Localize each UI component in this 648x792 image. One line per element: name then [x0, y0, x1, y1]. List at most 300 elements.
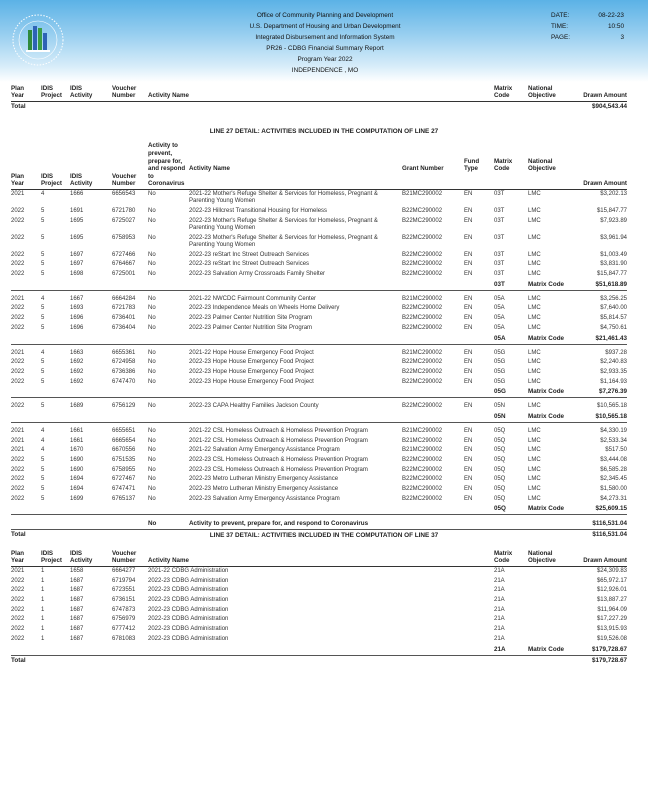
- idis-activity-cell: 1697: [70, 251, 84, 258]
- national-objective-cell: LMC: [528, 234, 541, 241]
- voucher-number-cell: 6655361: [112, 349, 136, 356]
- coronavirus-cell: No: [148, 447, 156, 454]
- grant-number-cell: B22MC290002: [402, 305, 443, 312]
- line37-table-body: [11, 567, 627, 666]
- grant-number-cell: B22MC290002: [402, 234, 443, 241]
- time-label: TIME:: [551, 23, 569, 30]
- drawn-amount-cell: $3,444.08: [600, 457, 627, 463]
- col-fund-type: Fund Type: [464, 157, 480, 173]
- matrix-code-cell: 05Q: [494, 476, 506, 483]
- grant-number-cell: B22MC290002: [402, 208, 443, 214]
- plan-year-cell: 2022: [11, 305, 25, 312]
- table-row: [11, 586, 627, 596]
- plan-year-cell: 2021: [11, 427, 25, 434]
- voucher-number-cell: 6736401: [112, 315, 136, 322]
- idis-activity-cell: 1696: [70, 324, 84, 331]
- col-national-objective: National Objective: [528, 549, 556, 565]
- national-objective-cell: LMC: [528, 359, 541, 366]
- subtotal-amount: $51,618.89: [595, 280, 627, 288]
- idis-project-cell: 4: [41, 295, 45, 302]
- drawn-amount-cell: $24,309.83: [596, 568, 627, 574]
- coronavirus-cell: No: [148, 368, 156, 375]
- voucher-number-cell: 6665654: [112, 437, 136, 444]
- national-objective-cell: LMC: [528, 295, 541, 302]
- grant-number-cell: B22MC290002: [402, 476, 443, 483]
- plan-year-cell: 2022: [11, 359, 25, 366]
- activity-name-cell: 2021-22 CSL Homeless Outreach & Homeless Prevention Program: [189, 427, 368, 434]
- activity-name-cell: 2022-23 reStart Inc Street Outreach Services: [189, 261, 310, 268]
- subtotal-code: 21A: [494, 645, 506, 653]
- coronavirus-cell: No: [148, 476, 156, 483]
- table-row: [11, 378, 627, 388]
- grant-number-cell: B22MC290002: [402, 315, 443, 322]
- header-line-2: U.S. Department of Housing and Urban Development: [249, 23, 401, 30]
- subtotal-amount: $25,609.15: [595, 505, 627, 513]
- coronavirus-cell: No: [148, 437, 156, 444]
- idis-project-cell: 5: [41, 403, 45, 410]
- grant-number-cell: B22MC290002: [402, 368, 443, 375]
- header-line-3: Integrated Disbursement and Information System: [255, 34, 395, 41]
- activity-name-cell: 2022-23 CDBG Administration: [148, 635, 229, 642]
- idis-project-cell: 5: [41, 476, 45, 483]
- drawn-amount-cell: $2,240.83: [600, 359, 627, 366]
- drawn-amount-cell: $3,961.94: [600, 234, 627, 241]
- activity-name-cell: 2022-23 CAPA Healthy Families Jackson County: [189, 403, 319, 410]
- col-idis-activity: IDIS Activity: [70, 549, 93, 565]
- matrix-code-cell: 05Q: [494, 486, 506, 493]
- idis-project-cell: 5: [41, 359, 45, 366]
- fund-type-cell: EN: [464, 427, 473, 434]
- activity-name-cell: 2022-23 Metro Lutheran Ministry Emergency Assistance: [189, 486, 339, 493]
- idis-project-cell: 1: [41, 577, 45, 584]
- subtotal-code: 05G: [494, 388, 506, 396]
- coronavirus-cell: No: [148, 305, 156, 312]
- section1-total-row: [11, 102, 627, 112]
- coronavirus-cell: No: [148, 271, 156, 278]
- voucher-number-cell: 6777412: [112, 626, 136, 633]
- fund-type-cell: EN: [464, 495, 473, 502]
- voucher-number-cell: 6758953: [112, 234, 136, 241]
- matrix-code-cell: 21A: [494, 606, 505, 613]
- col-idis-project: IDIS Project: [41, 84, 62, 100]
- col-activity-name: Activity Name: [189, 165, 230, 173]
- fund-type-cell: EN: [464, 315, 473, 322]
- table-row: [11, 314, 627, 324]
- plan-year-cell: 2022: [11, 403, 25, 410]
- voucher-number-cell: 6727467: [112, 476, 136, 483]
- idis-activity-cell: 1687: [70, 606, 84, 613]
- line27-title: LINE 27 DETAIL: ACTIVITIES INCLUDED IN THE COMPUTATION OF LINE 27: [209, 128, 439, 135]
- idis-activity-cell: 1690: [70, 466, 84, 473]
- matrix-code-cell: 05G: [494, 368, 506, 375]
- table-row: [11, 495, 627, 505]
- total-row: [11, 656, 627, 666]
- report-header: [0, 0, 648, 82]
- drawn-amount-cell: $3,831.90: [600, 261, 627, 268]
- grant-number-cell: B22MC290002: [402, 251, 443, 258]
- drawn-amount-cell: $2,533.34: [600, 437, 627, 444]
- coronavirus-cell: No: [148, 315, 156, 322]
- col-idis-activity: IDIS Activity: [70, 84, 93, 100]
- plan-year-cell: 2022: [11, 616, 25, 623]
- date-label: DATE:: [551, 12, 570, 19]
- idis-activity-cell: 1687: [70, 635, 84, 642]
- idis-project-cell: 5: [41, 368, 45, 375]
- table-row: [11, 349, 627, 359]
- matrix-code-cell: 03T: [494, 251, 505, 258]
- national-objective-cell: LMC: [528, 315, 541, 322]
- drawn-amount-cell: $17,227.29: [596, 616, 627, 623]
- page-label: PAGE:: [551, 34, 571, 41]
- col-plan-year: Plan Year: [11, 549, 25, 565]
- voucher-number-cell: 6664284: [112, 295, 136, 302]
- table-row: [11, 234, 627, 251]
- idis-project-cell: 5: [41, 234, 45, 241]
- idis-activity-cell: 1692: [70, 368, 84, 375]
- col-voucher-number: Voucher Number: [112, 549, 137, 565]
- section2-header: [11, 143, 627, 189]
- fund-type-cell: EN: [464, 466, 473, 473]
- table-row: [11, 485, 627, 495]
- idis-activity-cell: 1691: [70, 208, 84, 214]
- idis-project-cell: 1: [41, 635, 45, 642]
- national-objective-cell: LMC: [528, 271, 541, 278]
- national-objective-cell: LMC: [528, 305, 541, 312]
- national-objective-cell: LMC: [528, 495, 541, 502]
- plan-year-cell: 2022: [11, 324, 25, 331]
- drawn-amount-cell: $2,345.45: [600, 476, 627, 483]
- matrix-code-cell: 21A: [494, 626, 505, 633]
- plan-year-cell: 2022: [11, 315, 25, 322]
- idis-activity-cell: 1693: [70, 305, 84, 312]
- drawn-amount-cell: $7,923.89: [600, 217, 627, 224]
- plan-year-cell: 2022: [11, 635, 25, 642]
- col-idis-project: IDIS Project: [41, 549, 62, 565]
- table-row: [11, 358, 627, 368]
- fund-type-cell: EN: [464, 295, 473, 302]
- idis-project-cell: 1: [41, 606, 45, 613]
- col-drawn-amount: Drawn Amount: [583, 180, 627, 188]
- voucher-number-cell: 6736151: [112, 597, 136, 604]
- drawn-amount-cell: $3,256.25: [600, 295, 627, 302]
- voucher-number-cell: 6725001: [112, 271, 136, 278]
- coronavirus-cell: No: [148, 349, 156, 356]
- table-row: [11, 190, 627, 207]
- fund-type-cell: EN: [464, 234, 473, 241]
- drawn-amount-cell: $5,814.57: [600, 315, 627, 322]
- idis-activity-cell: 1689: [70, 403, 84, 410]
- table-row: [11, 295, 627, 305]
- grant-number-cell: B21MC290002: [402, 349, 443, 356]
- grant-number-cell: B21MC290002: [402, 437, 443, 444]
- idis-project-cell: 5: [41, 495, 45, 502]
- idis-project-cell: 5: [41, 305, 45, 312]
- idis-project-cell: 5: [41, 466, 45, 473]
- grant-number-cell: B22MC290002: [402, 261, 443, 268]
- activity-name-cell: 2022-23 CSL Homeless Outreach & Homeless Prevention Program: [189, 466, 368, 473]
- drawn-amount-cell: $1,580.00: [600, 486, 627, 493]
- national-objective-cell: LMC: [528, 447, 541, 454]
- coronavirus-summary-row: [11, 519, 627, 529]
- idis-project-cell: 1: [41, 587, 45, 594]
- total-label: Total: [11, 531, 26, 539]
- fund-type-cell: EN: [464, 251, 473, 258]
- col-grant-number: Grant Number: [402, 165, 444, 173]
- coronavirus-cell: No: [148, 486, 156, 493]
- voucher-number-cell: 6747470: [112, 378, 136, 385]
- national-objective-cell: LMC: [528, 324, 541, 331]
- fund-type-cell: EN: [464, 457, 473, 463]
- plan-year-cell: 2022: [11, 234, 25, 241]
- national-objective-cell: LMC: [528, 466, 541, 473]
- matrix-code-cell: 03T: [494, 208, 505, 214]
- line27-table-body: [11, 190, 627, 540]
- national-objective-cell: LMC: [528, 476, 541, 483]
- matrix-code-cell: 21A: [494, 597, 505, 604]
- matrix-code-cell: 05A: [494, 324, 505, 331]
- voucher-number-cell: 6751535: [112, 457, 136, 463]
- total-amount: $904,543.44: [591, 103, 627, 110]
- plan-year-cell: 2022: [11, 626, 25, 633]
- matrix-code-cell: 21A: [494, 568, 505, 574]
- coronavirus-cell: No: [148, 295, 156, 302]
- idis-activity-cell: 1687: [70, 626, 84, 633]
- matrix-code-cell: 05Q: [494, 427, 506, 434]
- subtotal-amount: $10,565.18: [595, 412, 627, 420]
- page-value: 3: [620, 34, 624, 41]
- idis-project-cell: 5: [41, 251, 45, 258]
- idis-activity-cell: 1695: [70, 217, 84, 224]
- matrix-code-cell: 05G: [494, 359, 506, 366]
- table-row: [11, 456, 627, 466]
- national-objective-cell: LMC: [528, 403, 541, 410]
- table-row: [11, 427, 627, 437]
- subtotal-code: 05A: [494, 334, 506, 342]
- matrix-code-subtotal-row: [11, 412, 627, 423]
- idis-project-cell: 1: [41, 626, 45, 633]
- idis-project-cell: 5: [41, 486, 45, 493]
- drawn-amount-cell: $1,164.93: [600, 378, 627, 385]
- table-row: [11, 402, 627, 412]
- matrix-code-cell: 03T: [494, 191, 505, 197]
- idis-activity-cell: 1696: [70, 315, 84, 322]
- activity-name-cell: 2021-22 CSL Homeless Outreach & Homeless Prevention Program: [189, 437, 368, 444]
- total-amount: $179,728.67: [591, 656, 627, 664]
- matrix-code-cell: 03T: [494, 234, 505, 241]
- plan-year-cell: 2021: [11, 447, 25, 454]
- plan-year-cell: 2022: [11, 597, 25, 604]
- table-row: [11, 475, 627, 485]
- header-line-5: Program Year 2022: [297, 56, 353, 63]
- plan-year-cell: 2022: [11, 251, 25, 258]
- drawn-amount-cell: $937.28: [605, 349, 627, 356]
- activity-name-cell: 2022-23 Independence Meals on Wheels Home Delivery: [189, 305, 340, 312]
- col-national-objective: National Objective: [528, 84, 556, 100]
- fund-type-cell: EN: [464, 368, 473, 375]
- drawn-amount-cell: $13,887.27: [596, 597, 627, 604]
- idis-project-cell: 4: [41, 191, 45, 197]
- matrix-code-cell: 21A: [494, 635, 505, 642]
- activity-name-cell: 2022-23 CDBG Administration: [148, 616, 229, 623]
- drawn-amount-cell: $6,585.28: [600, 466, 627, 473]
- matrix-code-cell: 21A: [494, 587, 505, 594]
- coronavirus-cell: No: [148, 427, 156, 434]
- matrix-code-cell: 03T: [494, 217, 505, 224]
- fund-type-cell: EN: [464, 305, 473, 312]
- idis-project-cell: 1: [41, 597, 45, 604]
- col-activity-name: Activity Name: [148, 92, 189, 100]
- subtotal-label: Matrix Code: [528, 505, 565, 513]
- plan-year-cell: 2022: [11, 577, 25, 584]
- voucher-number-cell: 6758955: [112, 466, 136, 473]
- col-plan-year: Plan Year: [11, 84, 25, 100]
- table-row: [11, 606, 627, 616]
- coronavirus-cell: No: [148, 359, 156, 366]
- matrix-code-cell: 05Q: [494, 495, 506, 502]
- national-objective-cell: LMC: [528, 217, 541, 224]
- activity-name-cell: 2021-22 Mother's Refuge Shelter & Services for Homeless, Pregnant & Parenting Young Women: [189, 191, 378, 205]
- matrix-code-cell: 03T: [494, 261, 505, 268]
- table-row: [11, 625, 627, 635]
- matrix-code-cell: 05A: [494, 315, 505, 322]
- coronavirus-cell: No: [148, 234, 156, 241]
- drawn-amount-cell: $15,847.77: [596, 208, 627, 214]
- idis-activity-cell: 1687: [70, 587, 84, 594]
- idis-project-cell: 5: [41, 217, 45, 224]
- national-objective-cell: LMC: [528, 378, 541, 385]
- col-idis-project: IDIS Project: [41, 172, 62, 188]
- col-voucher-number: Voucher Number: [112, 172, 137, 188]
- table-row: [11, 577, 627, 587]
- activity-name-cell: 2021-22 CDBG Administration: [148, 568, 229, 574]
- plan-year-cell: 2021: [11, 437, 25, 444]
- coronavirus-cell: No: [148, 191, 156, 197]
- matrix-code-subtotal-row: [11, 334, 627, 345]
- coronavirus-cell: No: [148, 403, 156, 410]
- table-row: [11, 446, 627, 456]
- idis-project-cell: 4: [41, 427, 45, 434]
- header-line-4: PR26 - CDBG Financial Summary Report: [266, 45, 384, 52]
- col-matrix-code: Matrix Code: [494, 84, 513, 100]
- subtotal-label: Matrix Code: [528, 645, 565, 653]
- matrix-code-cell: 05Q: [494, 457, 506, 463]
- idis-activity-cell: 1698: [70, 271, 84, 278]
- hud-seal-logo: [11, 10, 65, 70]
- coronavirus-cell: No: [148, 495, 156, 502]
- fund-type-cell: EN: [464, 486, 473, 493]
- table-row: [11, 437, 627, 447]
- matrix-code-subtotal-row: [11, 645, 627, 656]
- drawn-amount-cell: $10,565.18: [596, 403, 627, 410]
- grant-number-cell: B22MC290002: [402, 217, 443, 224]
- plan-year-cell: 2022: [11, 261, 25, 268]
- grant-number-cell: B21MC290002: [402, 447, 443, 454]
- fund-type-cell: EN: [464, 191, 473, 197]
- national-objective-cell: LMC: [528, 349, 541, 356]
- idis-project-cell: 5: [41, 457, 45, 463]
- voucher-number-cell: 6781083: [112, 635, 136, 642]
- col-drawn-amount: Drawn Amount: [583, 557, 627, 565]
- drawn-amount-cell: $65,972.17: [596, 577, 627, 584]
- table-row: [11, 368, 627, 378]
- idis-activity-cell: 1670: [70, 447, 84, 454]
- national-objective-cell: LMC: [528, 457, 541, 463]
- col-voucher-number: Voucher Number: [112, 84, 137, 100]
- coronavirus-cell: No: [148, 378, 156, 385]
- total-amount: $116,531.04: [592, 531, 627, 539]
- idis-activity-cell: 1666: [70, 191, 84, 197]
- voucher-number-cell: 6664277: [112, 568, 136, 574]
- col-matrix-code: Matrix Code: [494, 157, 513, 173]
- national-objective-cell: LMC: [528, 486, 541, 493]
- total-label: Total: [11, 103, 26, 110]
- coronavirus-cell: No: [148, 217, 156, 224]
- plan-year-cell: 2021: [11, 568, 25, 574]
- idis-project-cell: 5: [41, 271, 45, 278]
- coronavirus-cell: No: [148, 457, 156, 463]
- plan-year-cell: 2022: [11, 476, 25, 483]
- voucher-number-cell: 6764667: [112, 261, 136, 268]
- activity-name-cell: 2022-23 Salvation Army Crossroads Family Shelter: [189, 271, 326, 278]
- activity-name-cell: 2022-23 CDBG Administration: [148, 597, 229, 604]
- drawn-amount-cell: $4,750.61: [600, 324, 627, 331]
- activity-name-cell: 2022-23 Hope House Emergency Food Project: [189, 378, 314, 385]
- voucher-number-cell: 6727466: [112, 251, 136, 258]
- activity-name-cell: 2021-22 Salvation Army Emergency Assistance Program: [189, 447, 340, 454]
- matrix-code-cell: 05Q: [494, 466, 506, 473]
- grant-number-cell: B21MC290002: [402, 295, 443, 302]
- table-row: [11, 596, 627, 606]
- voucher-number-cell: 6725027: [112, 217, 136, 224]
- activity-name-cell: 2022-23 Salvation Army Emergency Assistance Program: [189, 495, 340, 502]
- plan-year-cell: 2021: [11, 295, 25, 302]
- plan-year-cell: 2022: [11, 208, 25, 214]
- matrix-code-cell: 03T: [494, 271, 505, 278]
- grant-number-cell: B22MC290002: [402, 486, 443, 493]
- activity-name-cell: 2022-23 Metro Lutheran Ministry Emergency Assistance: [189, 476, 339, 483]
- idis-project-cell: 5: [41, 261, 45, 268]
- col-activity-name: Activity Name: [148, 557, 189, 565]
- subtotal-label: Matrix Code: [528, 388, 565, 396]
- coronavirus-cell: No: [148, 251, 156, 258]
- grant-number-cell: B21MC290002: [402, 191, 443, 197]
- national-objective-cell: LMC: [528, 437, 541, 444]
- idis-activity-cell: 1661: [70, 427, 84, 434]
- plan-year-cell: 2022: [11, 495, 25, 502]
- voucher-number-cell: 6655651: [112, 427, 136, 434]
- idis-project-cell: 4: [41, 447, 45, 454]
- table-row: [11, 466, 627, 476]
- matrix-code-cell: 05A: [494, 295, 505, 302]
- total-label: Total: [11, 656, 26, 664]
- idis-activity-cell: 1692: [70, 378, 84, 385]
- subtotal-amount: $7,276.39: [598, 388, 627, 396]
- idis-activity-cell: 1694: [70, 486, 84, 493]
- col-national-objective: National Objective: [528, 157, 556, 173]
- table-row: [11, 615, 627, 625]
- fund-type-cell: EN: [464, 437, 473, 444]
- drawn-amount-cell: $2,933.35: [600, 368, 627, 375]
- voucher-number-cell: 6736386: [112, 368, 136, 375]
- drawn-amount-cell: $517.50: [605, 447, 627, 454]
- national-objective-cell: LMC: [528, 191, 541, 197]
- idis-activity-cell: 1667: [70, 295, 84, 302]
- activity-name-cell: 2022-23 Hope House Emergency Food Project: [189, 368, 314, 375]
- drawn-amount-cell: $3,202.13: [600, 191, 627, 197]
- fund-type-cell: EN: [464, 271, 473, 278]
- grant-number-cell: B22MC290002: [402, 466, 443, 473]
- table-row: [11, 270, 627, 280]
